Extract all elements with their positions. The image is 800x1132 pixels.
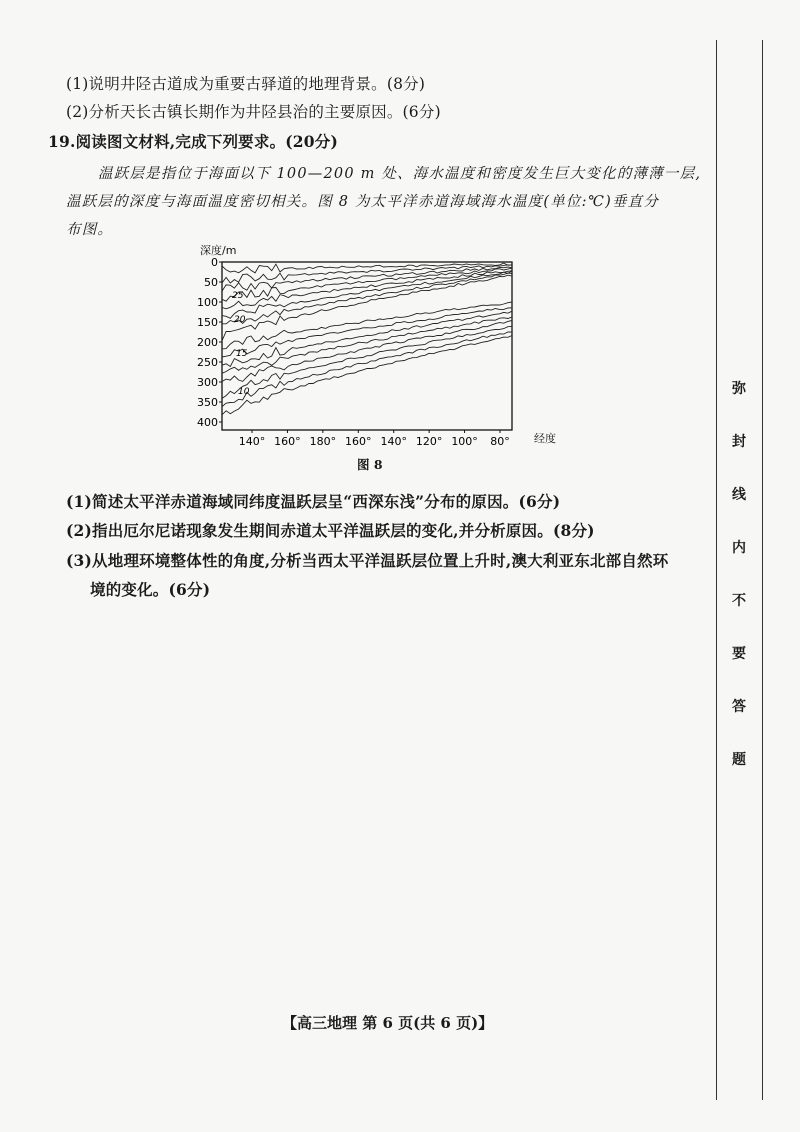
question-19-1: (1)简述太平洋赤道海域同纬度温跃层呈“西深东浅”分布的原因。(6分) (66, 492, 561, 511)
isotherm-line (222, 271, 512, 318)
x-tick-label: 100° (451, 435, 478, 448)
material-line-1: 温跃层是指位于海面以下 100—200 m 处、海水温度和密度发生巨大变化的薄薄一层, (98, 166, 702, 182)
chart-y-label: 深度/m (200, 244, 237, 257)
x-tick-label: 120° (415, 435, 443, 448)
seal-char: 内 (732, 540, 746, 556)
y-tick-label: 350 (197, 396, 218, 409)
y-tick-label: 400 (197, 416, 218, 429)
material-line-3: 布图。 (66, 222, 114, 238)
question-19-3-line-1: (3)从地理环境整体性的角度,分析当西太平洋温跃层位置上升时,澳大利亚东北部自然环 (66, 551, 669, 570)
y-tick-label: 100 (197, 296, 218, 309)
isotherm-line (222, 311, 512, 366)
y-tick-label: 0 (211, 256, 218, 269)
seal-line-inner (716, 40, 717, 1100)
x-tick-label: 160° (274, 435, 301, 448)
y-tick-label: 250 (197, 356, 218, 369)
x-tick-label: 140° (380, 435, 407, 448)
figure-caption: 图 8 (357, 457, 383, 472)
question-19-title: 19.阅读图文材料,完成下列要求。(20分) (48, 132, 339, 151)
seal-char: 封 (732, 434, 746, 450)
page-footer: 【高三地理 第 6 页(共 6 页)】 (282, 1014, 494, 1032)
x-axis-ticks (239, 430, 510, 448)
chart-x-label: 经度 (534, 432, 556, 445)
seal-line-outer (762, 40, 763, 1100)
question-19-3-line-2: 境的变化。(6分) (90, 580, 211, 599)
y-tick-label: 200 (197, 336, 218, 349)
x-tick-label: 80° (490, 435, 510, 448)
y-axis-ticks (197, 256, 222, 429)
material-line-2: 温跃层的深度与海面温度密切相关。图 8 为太平洋赤道海域海水温度(单位:℃)垂直分 (66, 194, 660, 210)
question-18-2: (2)分析天长古镇长期作为井陉县治的主要原因。(6分) (66, 103, 441, 121)
y-tick-label: 50 (204, 276, 218, 289)
x-tick-label: 140° (238, 435, 266, 448)
isotherm-line (222, 321, 512, 382)
isotherm-line (222, 273, 512, 324)
chart-svg (184, 240, 574, 455)
seal-char: 答 (732, 699, 746, 715)
temperature-contour-chart (184, 240, 574, 455)
seal-char: 题 (732, 752, 746, 768)
x-tick-label: 180° (309, 435, 337, 448)
isotherm-line (222, 308, 512, 357)
isotherm-label: 20 (234, 315, 246, 325)
isotherm-line (222, 317, 512, 373)
question-18-1: (1)说明井陉古道成为重要古驿道的地理背景。(8分) (66, 75, 426, 93)
isotherm-lines (222, 263, 512, 415)
x-tick-label: 160° (345, 435, 372, 448)
question-19-2: (2)指出厄尔尼诺现象发生期间赤道太平洋温跃层的变化,并分析原因。(8分) (66, 521, 595, 540)
isotherm-line (222, 263, 512, 273)
isotherm-line (222, 336, 512, 415)
seal-char: 不 (732, 593, 746, 609)
y-tick-label: 150 (197, 316, 218, 329)
isotherm-label: 25 (232, 291, 244, 301)
y-tick-label: 300 (197, 376, 218, 389)
seal-char: 弥 (732, 381, 746, 397)
isotherm-line (222, 302, 512, 349)
seal-char: 要 (732, 646, 746, 662)
isotherm-label: 15 (236, 349, 248, 359)
isotherm-label: 10 (238, 387, 250, 397)
seal-char: 线 (732, 487, 746, 503)
